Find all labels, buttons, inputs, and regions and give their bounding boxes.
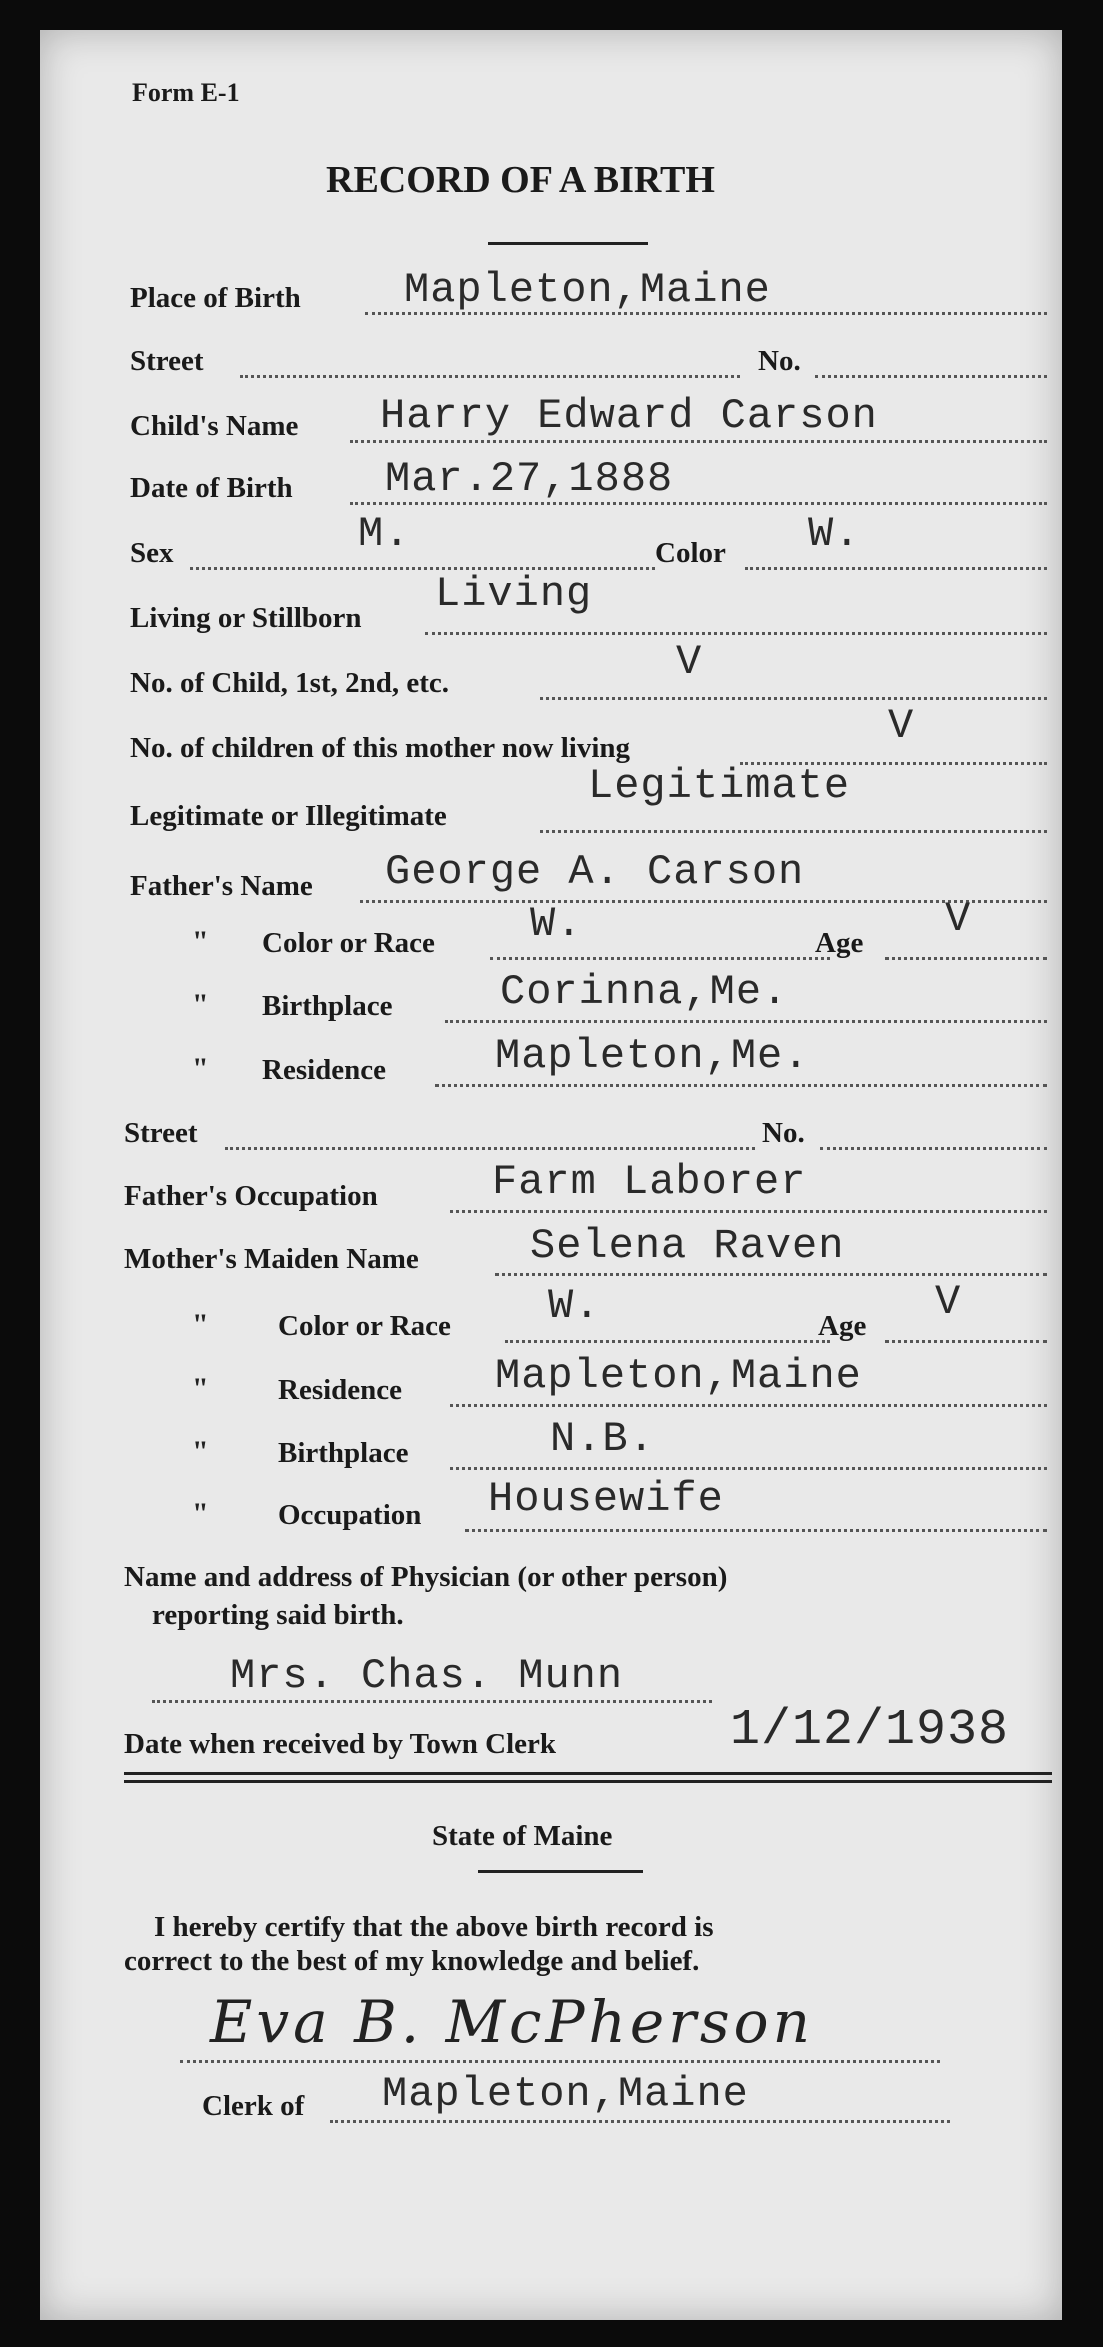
- ditto-mark: ": [192, 988, 209, 1021]
- place-of-birth-label: Place of Birth: [130, 282, 301, 314]
- father-birthplace-line: [445, 1020, 1047, 1023]
- no-of-child-label: No. of Child, 1st, 2nd, etc.: [130, 667, 450, 699]
- mother-color-label: Color or Race: [278, 1310, 451, 1342]
- mothers-maiden-name-line: [495, 1273, 1047, 1276]
- clerk-of-label: Clerk of: [202, 2090, 305, 2122]
- mothers-maiden-name-label: Mother's Maiden Name: [124, 1243, 419, 1275]
- date-received-label: Date when received by Town Clerk: [124, 1728, 557, 1760]
- legitimate-line: [540, 830, 1047, 833]
- mother-residence-value: Mapleton,Maine: [495, 1352, 862, 1400]
- living-line: [425, 632, 1047, 635]
- certify-text-cont: correct to the best of my knowledge and belief.: [124, 1945, 700, 1977]
- page-title: RECORD OF A BIRTH: [326, 159, 715, 201]
- title-rule: [488, 242, 648, 245]
- father-birthplace-label: Birthplace: [262, 990, 393, 1022]
- no-of-children-value: V: [888, 702, 915, 750]
- father-residence-line: [435, 1084, 1047, 1087]
- legitimate-label: Legitimate or Illegitimate: [130, 800, 447, 832]
- street-label: Street: [124, 1117, 198, 1149]
- signature-line: [180, 2060, 940, 2063]
- date-of-birth-line: [350, 502, 1047, 505]
- father-birthplace-value: Corinna,Me.: [500, 968, 789, 1016]
- street-label: Street: [130, 345, 204, 377]
- state-rule: [478, 1870, 643, 1873]
- physician-label: Name and address of Physician (or other person): [124, 1561, 728, 1593]
- ditto-mark: ": [192, 1308, 209, 1341]
- father-age-label: Age: [815, 927, 864, 959]
- ditto-mark: ": [192, 1372, 209, 1405]
- mother-occupation-value: Housewife: [488, 1475, 724, 1523]
- certify-text: I hereby certify that the above birth record is: [154, 1911, 714, 1943]
- fathers-occupation-value: Farm Laborer: [492, 1158, 807, 1206]
- mother-age-value: V: [935, 1278, 962, 1326]
- date-of-birth-label: Date of Birth: [130, 472, 293, 504]
- birth-record-card: [40, 30, 1062, 2320]
- mother-birthplace-value: N.B.: [550, 1415, 655, 1463]
- legitimate-value: Legitimate: [588, 762, 851, 810]
- color-value: W.: [808, 510, 861, 558]
- mothers-maiden-name-value: Selena Raven: [530, 1222, 845, 1270]
- street-no-line: [820, 1147, 1047, 1150]
- divider: [124, 1772, 1052, 1775]
- mother-birthplace-label: Birthplace: [278, 1437, 409, 1469]
- childs-name-value: Harry Edward Carson: [380, 392, 878, 440]
- ditto-mark: ": [192, 1497, 209, 1530]
- fathers-name-value: George A. Carson: [385, 848, 805, 896]
- ditto-mark: ": [192, 1052, 209, 1085]
- no-of-children-label: No. of children of this mother now living: [130, 732, 631, 764]
- father-color-label: Color or Race: [262, 927, 435, 959]
- ditto-mark: ": [192, 925, 209, 958]
- date-of-birth-value: Mar.27,1888: [385, 455, 674, 503]
- sex-value: M.: [358, 510, 411, 558]
- physician-value: Mrs. Chas. Munn: [230, 1652, 624, 1700]
- street-no-line: [815, 375, 1047, 378]
- physician-line: [152, 1700, 712, 1703]
- fathers-name-label: Father's Name: [130, 870, 313, 902]
- mother-residence-label: Residence: [278, 1374, 403, 1406]
- color-label: Color: [655, 537, 726, 569]
- place-of-birth-value: Mapleton,Maine: [404, 266, 771, 314]
- fathers-occupation-label: Father's Occupation: [124, 1180, 378, 1212]
- childs-name-line: [350, 440, 1047, 443]
- sex-label: Sex: [130, 537, 174, 569]
- no-of-child-line: [540, 697, 1047, 700]
- physician-label-cont: reporting said birth.: [152, 1599, 404, 1631]
- mother-occupation-label: Occupation: [278, 1499, 422, 1531]
- living-label: Living or Stillborn: [130, 602, 362, 634]
- street-line: [240, 375, 740, 378]
- mother-birthplace-line: [450, 1467, 1047, 1470]
- childs-name-label: Child's Name: [130, 410, 299, 442]
- place-of-birth-line: [365, 312, 1047, 315]
- father-residence-value: Mapleton,Me.: [495, 1032, 810, 1080]
- fathers-name-line: [360, 900, 1047, 903]
- fathers-occupation-line: [450, 1210, 1047, 1213]
- mother-color-line: [505, 1340, 830, 1343]
- clerk-of-line: [330, 2120, 950, 2123]
- father-age-value: V: [945, 895, 972, 943]
- father-residence-label: Residence: [262, 1054, 387, 1086]
- mother-residence-line: [450, 1404, 1047, 1407]
- color-line: [745, 567, 1047, 570]
- form-id: Form E-1: [132, 78, 240, 107]
- father-color-value: W.: [530, 900, 583, 948]
- no-of-child-value: V: [676, 638, 703, 686]
- father-color-line: [490, 957, 830, 960]
- state-heading: State of Maine: [432, 1820, 613, 1852]
- divider: [124, 1780, 1052, 1783]
- mother-age-label: Age: [818, 1310, 867, 1342]
- street-line: [225, 1147, 755, 1150]
- street-no-label: No.: [762, 1117, 805, 1149]
- mother-occupation-line: [465, 1529, 1047, 1532]
- father-age-line: [885, 957, 1047, 960]
- date-received-value: 1/12/1938: [730, 1702, 1010, 1759]
- ditto-mark: ": [192, 1435, 209, 1468]
- mother-color-value: W.: [548, 1282, 601, 1330]
- clerk-signature: Eva B. McPherson: [210, 1988, 814, 2056]
- mother-age-line: [885, 1340, 1047, 1343]
- street-no-label: No.: [758, 345, 801, 377]
- clerk-of-value: Mapleton,Maine: [382, 2070, 749, 2118]
- living-value: Living: [435, 570, 593, 618]
